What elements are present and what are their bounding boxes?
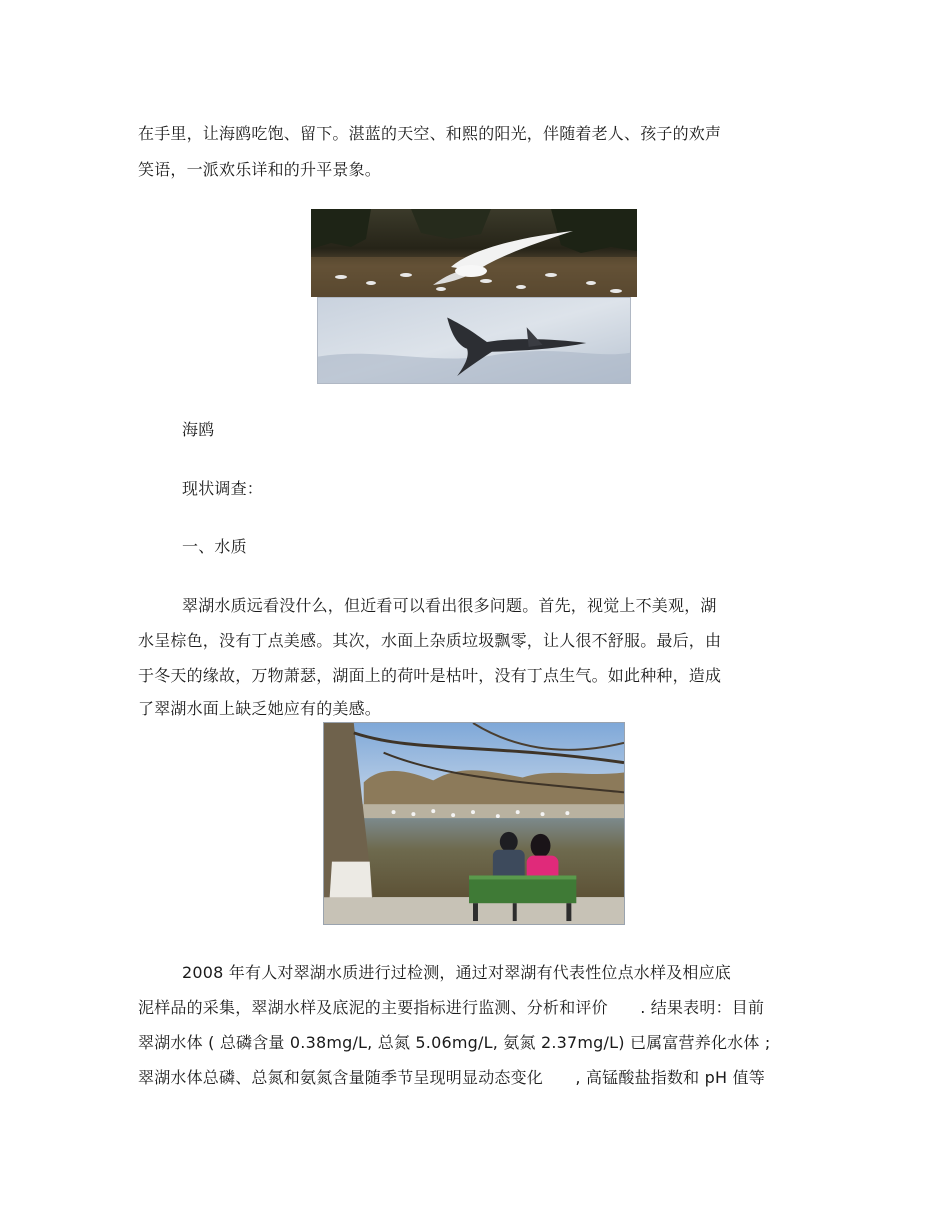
water-paragraph-line-4: 了翠湖水面上缺乏她应有的美感。 (138, 699, 382, 718)
survey-heading: 现状调查： (182, 479, 264, 498)
seagull-flying-photo (311, 209, 637, 297)
water-paragraph-line-3: 于冬天的缘故，万物萧瑟，湖面上的荷叶是枯叶，没有丁点生气。如此种种，造成 (138, 666, 722, 685)
seagull-reflection-photo (317, 297, 631, 384)
water-paragraph-line-1: 翠湖水质远看没什么，但近看可以看出很多问题。首先，视觉上不美观，湖 (182, 596, 717, 615)
study-line-1: 2008 年有人对翠湖水质进行过检测，通过对翠湖有代表性位点水样及相应底 (182, 963, 732, 982)
study-line-4: 翠湖水体总磷、总氮和氨氮含量随季节呈现明显动态变化 , 高锰酸盐指数和 pH 值等 (138, 1068, 765, 1087)
study-line-3: 翠湖水体 ( 总磷含量 0.38mg/L, 总氮 5.06mg/L, 氨氮 2.37mg/L) 已属富营养化水体 ; (138, 1033, 771, 1052)
section-heading-water: 一、水质 (182, 537, 247, 556)
water-paragraph-line-2: 水呈棕色，没有丁点美感。其次，水面上杂质垃圾飘零，让人很不舒服。最后，由 (138, 631, 722, 650)
intro-line-1: 在手里，让海鸥吃饱、留下。湛蓝的天空、和熙的阳光，伴随着老人、孩子的欢声 (138, 124, 722, 143)
study-line-2: 泥样品的采集，翠湖水样及底泥的主要指标进行监测、分析和评价 . 结果表明：目前 (138, 998, 765, 1017)
caption-seagull: 海鸥 (182, 420, 215, 439)
intro-line-2: 笑语，一派欢乐详和的升平景象。 (138, 160, 382, 179)
couple-bench-photo (323, 722, 625, 925)
